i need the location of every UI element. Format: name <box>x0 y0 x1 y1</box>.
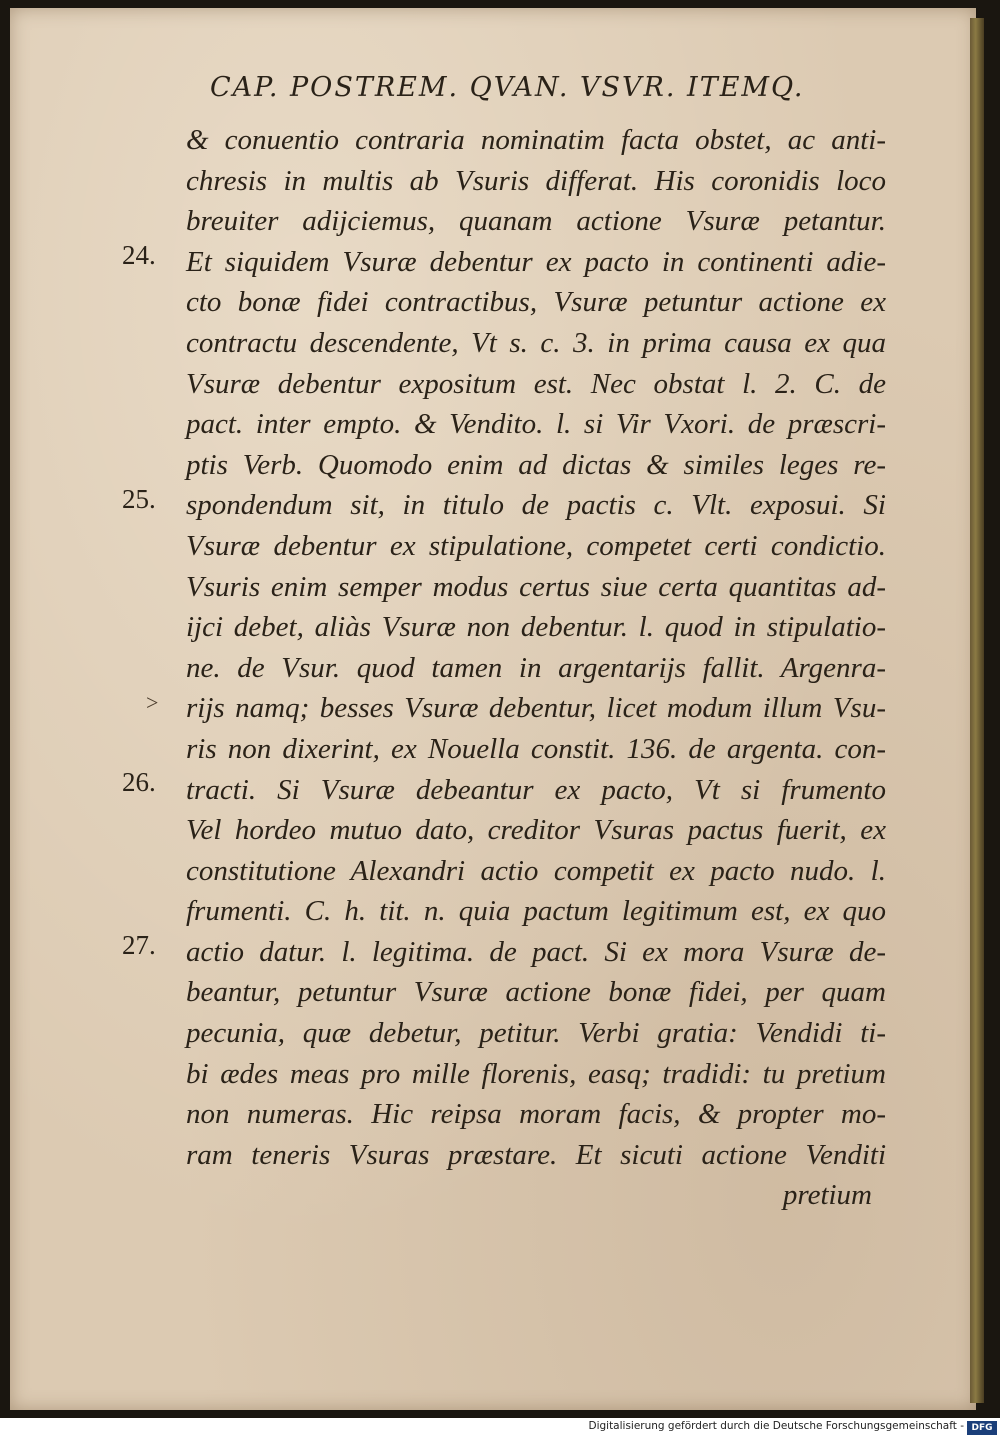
text-line: ne. de Vsur. quod tamen in argentarijs fallit. Argenra- <box>186 651 886 684</box>
text-line: ram teneris Vsuras præstare. Et sicuti actione Venditi <box>186 1138 886 1171</box>
text-line: ris non dixerint, ex Nouella constit. 136. de argenta. con- <box>186 732 886 765</box>
text-line: Vel hordeo mutuo dato, creditor Vsuras pactus fuerit, ex <box>186 814 886 847</box>
margin-number-27: 27. <box>122 930 156 960</box>
footer-bar <box>0 1418 1000 1439</box>
text-line: rijs namq; besses Vsuræ debentur, licet modum illum Vsu- <box>186 692 886 725</box>
funding-notice: Digitalisierung gefördert durch die Deutsche Forschungsgemeinschaft - <box>588 1420 964 1432</box>
text-line: Vsuris enim semper modus certus siue certa quantitas ad- <box>186 570 886 603</box>
text-line: frumenti. C. h. tit. n. quia pactum legitimum est, ex quo <box>186 895 886 928</box>
text-line: Vsuræ debentur expositum est. Nec obstat l. 2. C. de <box>186 367 886 400</box>
body-text <box>186 120 886 1216</box>
text-line: chresis in multis ab Vsuris differat. His coronidis loco <box>186 164 886 197</box>
text-line: constitutione Alexandri actio competit ex pacto nudo. l. <box>186 854 886 887</box>
text-line: bi ædes meas pro mille florenis, easq; tradidi: tu pretium <box>186 1057 886 1090</box>
margin-number-26: 26. <box>122 767 156 797</box>
text-line: beantur, petuntur Vsuræ actione bonæ fidei, per quam <box>186 976 886 1009</box>
text-line: ijci debet, aliàs Vsuræ non debentur. l. quod in stipulatio- <box>186 611 886 644</box>
text-line: & conuentio contraria nominatim facta obstet, ac anti- <box>186 124 886 156</box>
text-line: tracti. Si Vsuræ debeantur ex pacto, Vt si frumento <box>186 773 886 806</box>
page-edge <box>970 18 984 1403</box>
text-line: Vsuræ debentur ex stipulatione, competet certi condictio. <box>186 529 886 562</box>
text-line: ptis Verb. Quomodo enim ad dictas & similes leges re- <box>186 448 886 481</box>
running-header: CAP. POSTREM. QVAN. VSVR. ITEMQ. <box>210 72 805 103</box>
text-line: breuiter adijciemus, quanam actione Vsuræ petantur. <box>186 205 886 238</box>
text-line: cto bonæ fidei contractibus, Vsuræ petuntur actione ex <box>186 286 886 319</box>
text-line: Et siquidem Vsuræ debentur ex pacto in continenti adie- <box>186 245 886 278</box>
margin-number-24: 24. <box>122 240 156 270</box>
dfg-logo: DFG <box>967 1421 997 1435</box>
text-line: pact. inter empto. & Vendito. l. si Vir Vxori. de præscri- <box>186 408 886 441</box>
catchword: pretium <box>782 1179 872 1212</box>
text-line: contractu descendente, Vt s. c. 3. in prima causa ex qua <box>186 326 886 359</box>
text-line: non numeras. Hic reipsa moram facis, & propter mo- <box>186 1098 886 1131</box>
margin-number-25: 25. <box>122 484 156 514</box>
text-line: pecunia, quæ debetur, petitur. Verbi gratia: Vendidi ti- <box>186 1017 886 1050</box>
margin-mark: > <box>146 690 159 715</box>
text-line: spondendum sit, in titulo de pactis c. Vlt. exposui. Si <box>186 489 886 522</box>
text-line: actio datur. l. legitima. de pact. Si ex mora Vsuræ de- <box>186 935 886 968</box>
